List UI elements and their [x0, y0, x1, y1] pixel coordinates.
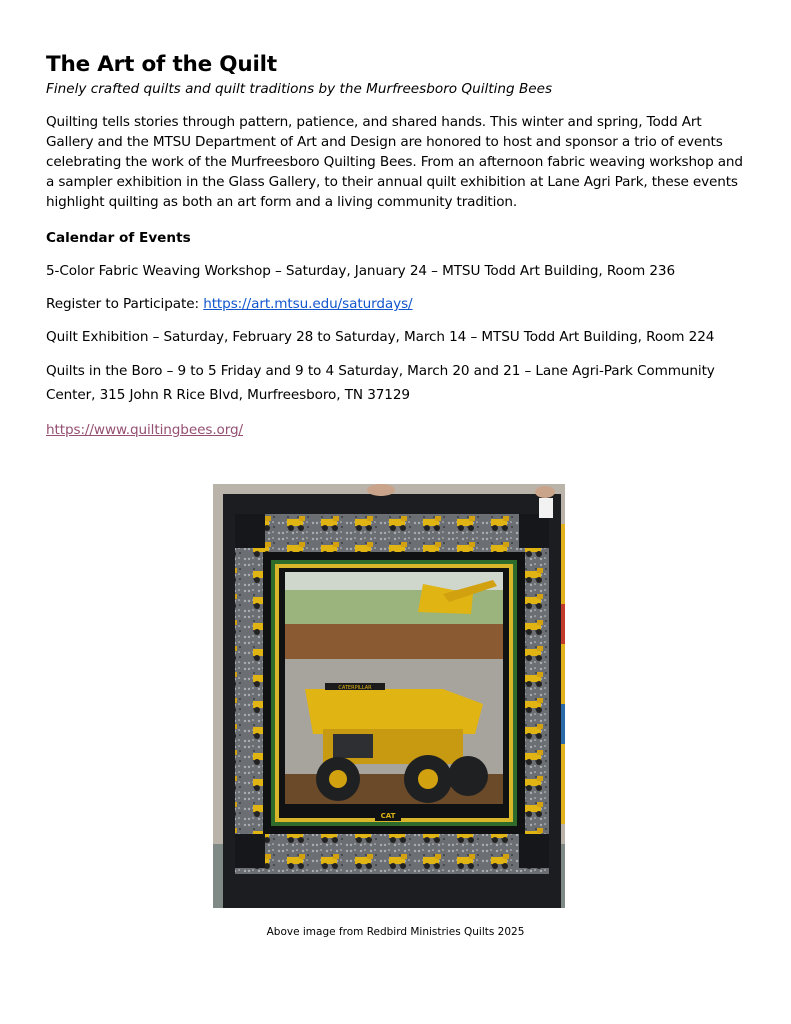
- bees-link-line: [46, 420, 751, 440]
- register-line: [46, 294, 751, 314]
- cat-label: CAT: [380, 812, 396, 820]
- bees-link[interactable]: https://www.quiltingbees.org/: [46, 422, 244, 438]
- event-workshop: 5-Color Fabric Weaving Workshop – Saturday, January 24 – MTSU Todd Art Building, Room 236: [46, 263, 676, 279]
- document-page: [46, 52, 751, 440]
- truck-label: CATERPILLAR: [338, 685, 372, 691]
- image-caption: Above image from Redbird Ministries Quilts 2025: [266, 926, 525, 938]
- page-subtitle: Finely crafted quilts and quilt traditions by the Murfreesboro Quilting Bees: [46, 81, 553, 97]
- register-link[interactable]: https://art.mtsu.edu/saturdays/: [203, 296, 413, 312]
- quilt-photo: [213, 484, 565, 908]
- calendar-heading: Calendar of Events: [46, 230, 191, 246]
- register-label: Register to Participate:: [46, 296, 204, 312]
- page-title: The Art of the Quilt: [46, 52, 277, 77]
- intro-paragraph: Quilting tells stories through pattern, patience, and shared hands. This winter and spring, Todd Art Gallery and the MTSU Department of Art and Design are honored to host and sponsor a trio of events celebrating the work of the Murfreesboro Quilting Bees. From an afternoon fabric weaving workshop and a sampler exhibition in the Glass Gallery, to their annual quilt exhibition at Lane Agri Park, these events highlight quilting as both an art form and a living community tradition.: [46, 114, 743, 210]
- quilt-illustration: [213, 484, 565, 908]
- event-exhibition: Quilt Exhibition – Saturday, February 28 to Saturday, March 14 – MTSU Todd Art Building, Room 224: [46, 329, 715, 345]
- event-boro: Quilts in the Boro – 9 to 5 Friday and 9 to 4 Saturday, March 20 and 21 – Lane Agri-Park Community Center, 315 John R Rice Blvd, Murfreesboro, TN 37129: [46, 363, 715, 403]
